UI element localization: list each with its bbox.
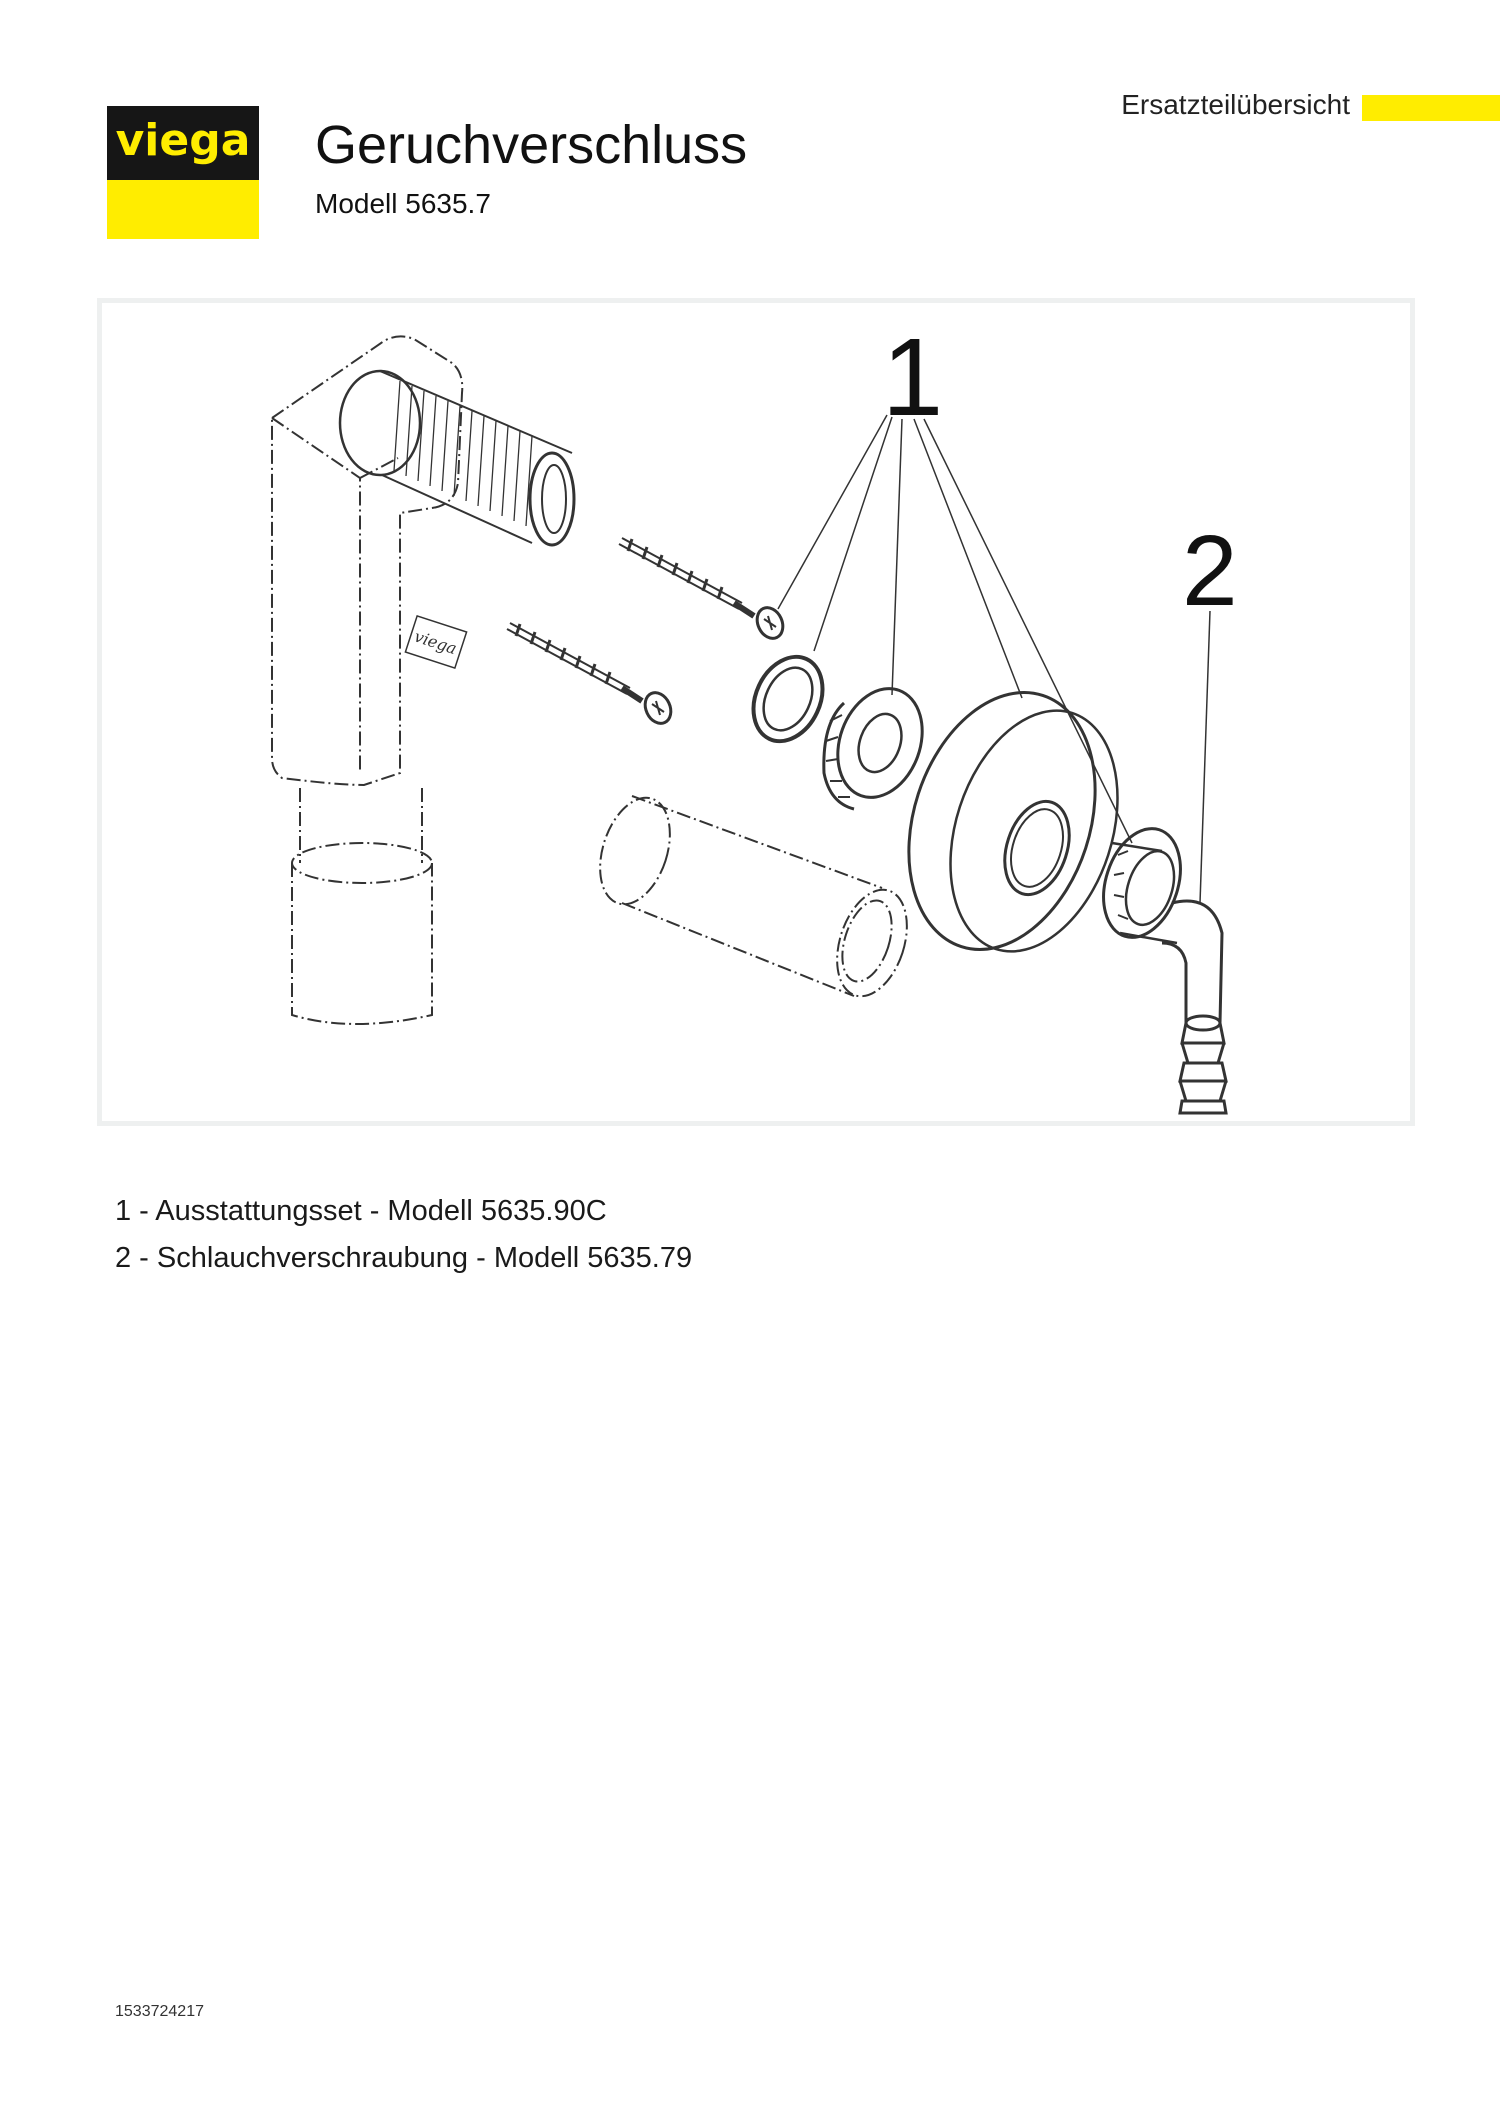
callout-1: 1 — [882, 316, 944, 439]
threaded-sleeve — [340, 371, 574, 545]
housing-brand-stamp — [405, 616, 466, 668]
page-title: Geruchverschluss — [315, 115, 748, 175]
svg-text:viega: viega — [411, 626, 460, 659]
page-subtitle: Modell 5635.7 — [315, 188, 491, 219]
sealing-ring — [740, 646, 835, 753]
exploded-view-figure — [97, 298, 1415, 1126]
screw-lower — [507, 623, 676, 728]
parts-list — [115, 1188, 692, 1282]
screw-upper — [619, 538, 788, 643]
logo-yellow-block — [107, 180, 259, 239]
cover-plate — [878, 668, 1147, 973]
callout-2-leader — [1200, 611, 1210, 903]
document-type-label: Ersatzteilübersicht — [1121, 89, 1350, 120]
document-type-yellow-bar — [1362, 95, 1500, 121]
logo-black-block — [107, 106, 259, 180]
callout-1-leaders — [778, 415, 1132, 843]
parts-list-item: 1 - Ausstattungsset - Modell 5635.90C — [115, 1195, 607, 1227]
extension-pipe — [588, 789, 920, 1005]
callout-2: 2 — [1182, 515, 1238, 627]
viega-logo — [107, 106, 259, 239]
logo-wordmark: viega — [115, 114, 251, 166]
hose-union — [1090, 819, 1226, 1113]
parts-list-item: 2 - Schlauchverschraubung - Modell 5635.79 — [115, 1242, 693, 1274]
exploded-view-drawing — [102, 303, 1410, 1121]
document-number: 1533724217 — [115, 2003, 204, 2020]
